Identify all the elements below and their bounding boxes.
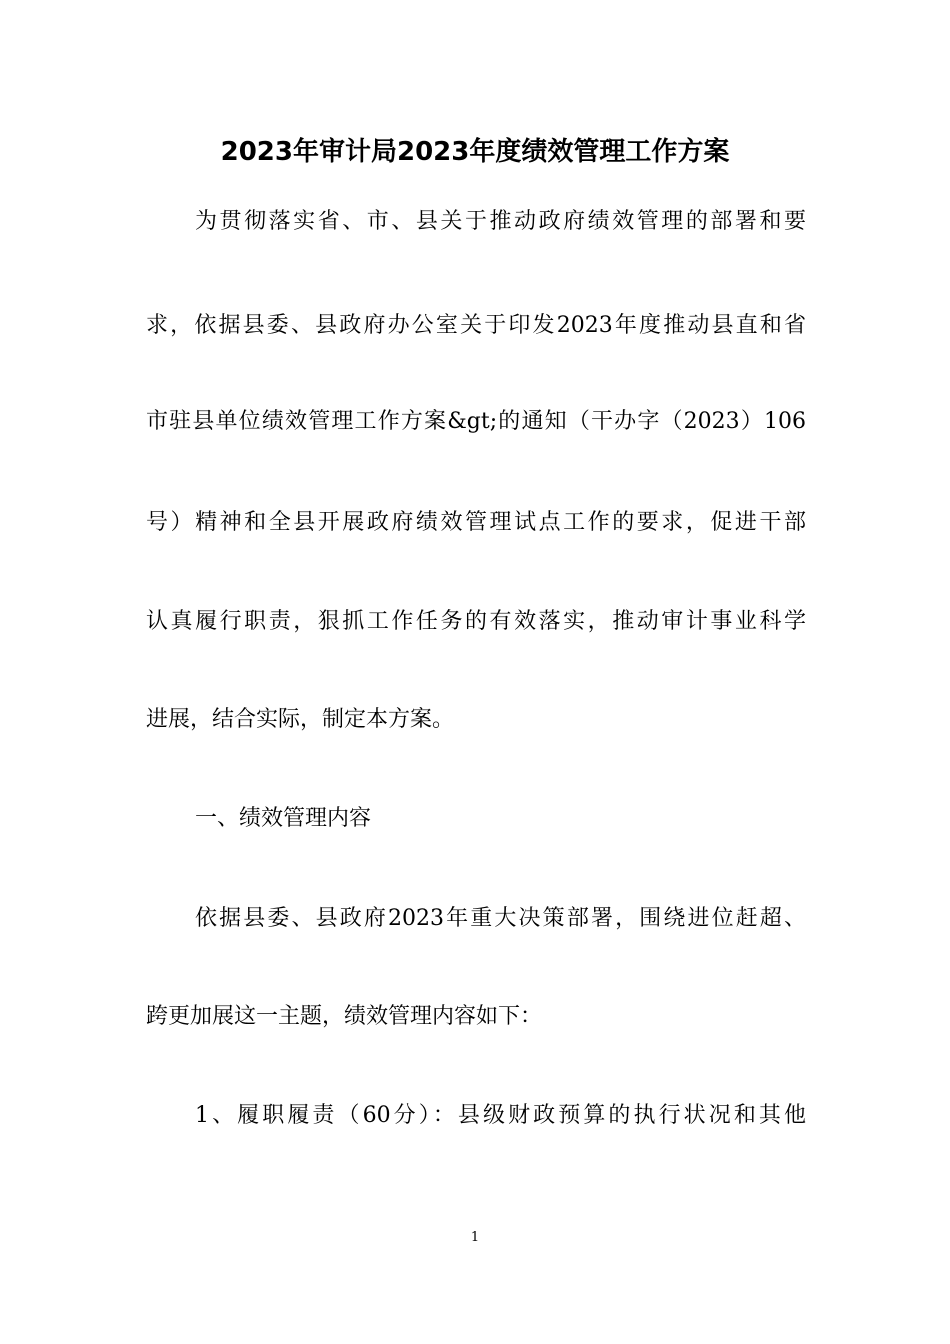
paragraph-line-3: 市驻县单位绩效管理工作方案&gt;的通知（干办字（2023）106: [146, 409, 806, 434]
paragraph-line-8: 跨更加展这一主题，绩效管理内容如下：: [146, 1004, 543, 1029]
document-title: 2023年审计局2023年度绩效管理工作方案: [220, 137, 730, 167]
paragraph-line-2: 求，依据县委、县政府办公室关于印发2023年度推动县直和省: [146, 313, 806, 338]
paragraph-line-4: 号）精神和全县开展政府绩效管理试点工作的要求，促进干部: [146, 510, 806, 535]
section-heading: 一、绩效管理内容: [195, 806, 372, 831]
paragraph-line-7: 依据县委、县政府2023年重大决策部署，围绕进位赶超、: [195, 906, 806, 931]
page-number: 1: [470, 1230, 480, 1245]
list-item-1: 1、履职履责（60分）：县级财政预算的执行状况和其他: [195, 1103, 806, 1128]
paragraph-line-5: 认真履行职责，狠抓工作任务的有效落实，推动审计事业科学: [146, 609, 806, 634]
paragraph-line-1: 为贯彻落实省、市、县关于推动政府绩效管理的部署和要: [195, 209, 806, 234]
paragraph-line-6: 进展，结合实际，制定本方案。: [146, 707, 455, 732]
